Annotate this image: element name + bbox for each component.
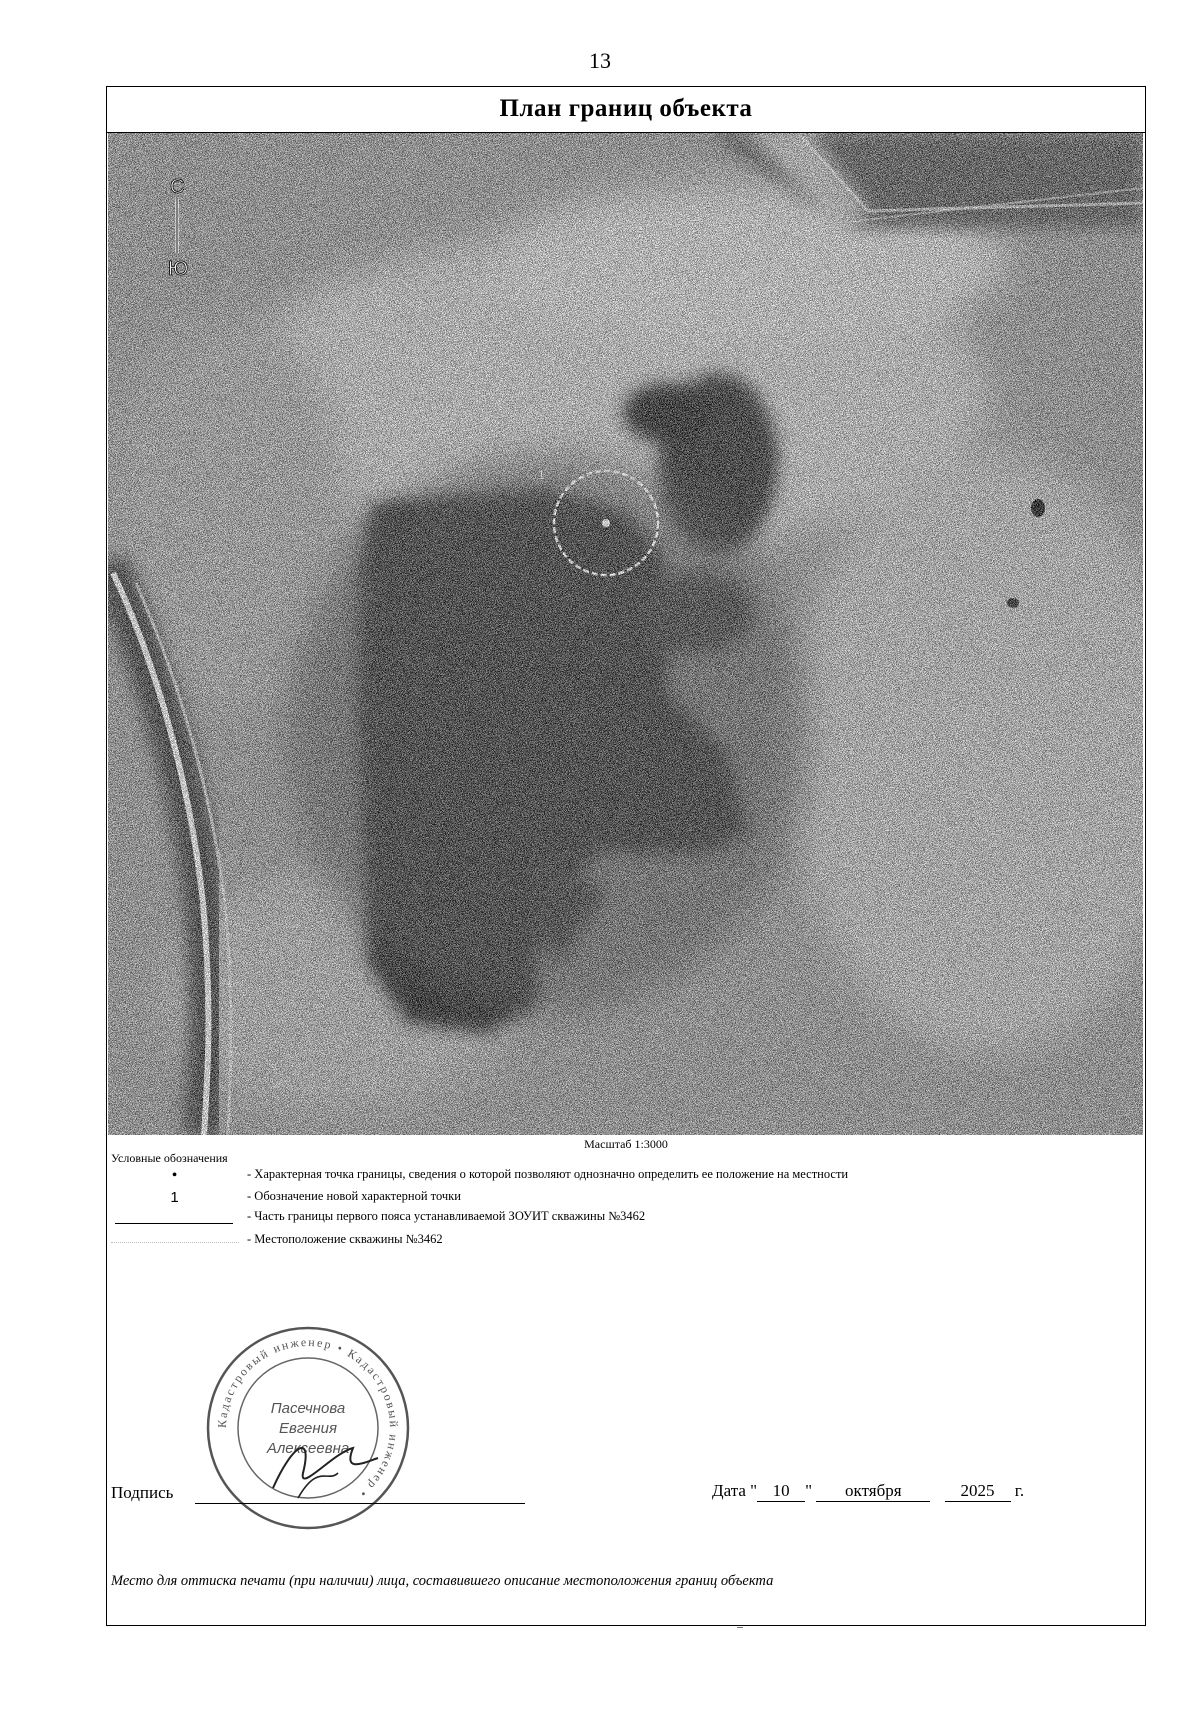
north-label: С [170, 176, 185, 198]
legend-item [107, 1209, 1137, 1231]
legend-item [107, 1189, 1137, 1211]
date-day: 10 [757, 1481, 805, 1502]
date-month: октября [816, 1481, 930, 1502]
date-block: Дата " 10 " октября 2025 г. [712, 1481, 1025, 1500]
satellite-map [108, 133, 1143, 1135]
legend-text: - Часть границы первого пояса устанавливаемой ЗОУИТ скважины №3462 [247, 1209, 646, 1223]
map-image [108, 133, 1143, 1135]
document-frame [106, 86, 1146, 1626]
footer-note: Место для оттиска печати (при наличии) лица, составившего описание местоположения границ объекта [111, 1573, 774, 1589]
svg-text:Пасечнова: Пасечнова [270, 1400, 346, 1417]
legend-title: Условные обозначения [111, 1151, 228, 1165]
legend-text: - Характерная точка границы, сведения о которой позволяют однозначно определить ее положение на местности [247, 1167, 849, 1181]
date-label: Дата [712, 1481, 746, 1500]
legend-symbol-point: • [171, 1167, 178, 1184]
svg-text:Евгения: Евгения [278, 1420, 338, 1437]
legend-text: - Обозначение новой характерной точки [247, 1189, 461, 1203]
svg-text:Кадастровый инженер • Кадастро: Кадастровый инженер • Кадастровый инженер • [214, 1334, 402, 1502]
svg-text:Алексеевна: Алексеевна [266, 1440, 350, 1457]
date-year: 2025 [945, 1481, 1011, 1502]
signature-line [195, 1503, 525, 1504]
date-suffix: г. [1014, 1481, 1025, 1500]
map-scale: Масштаб 1:3000 [584, 1137, 668, 1151]
south-label: Ю [168, 258, 189, 280]
page-number: 13 [589, 48, 611, 73]
legend-item [107, 1167, 1137, 1189]
stamp-seal [203, 1323, 413, 1533]
legend-symbol-number: 1 [170, 1189, 179, 1206]
legend-item [107, 1232, 1137, 1254]
page-title: План границ объекта [107, 87, 1145, 133]
divider [737, 1627, 743, 1628]
legend-text: - Местоположение скважины №3462 [247, 1232, 443, 1246]
signature-label: Подпись [111, 1483, 174, 1502]
